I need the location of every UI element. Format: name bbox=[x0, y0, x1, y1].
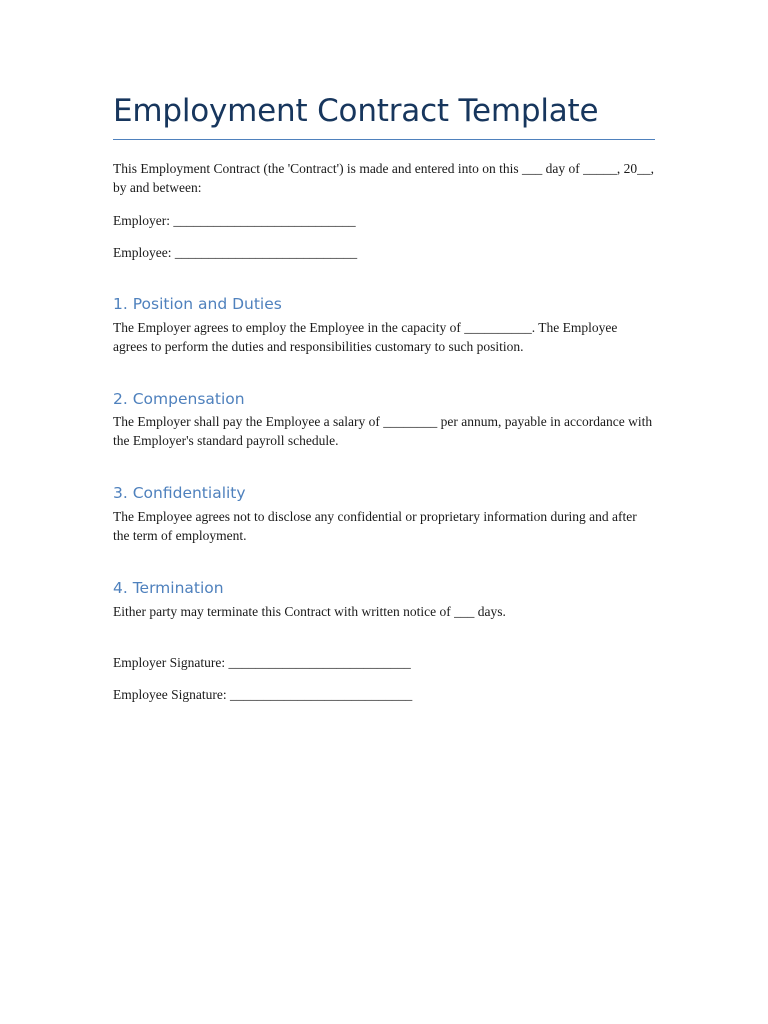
document-title: Employment Contract Template bbox=[113, 93, 599, 129]
employer-line: Employer: ___________________________ bbox=[113, 213, 356, 228]
section-body-confidentiality: The Employee agrees not to disclose any confidential or proprietary information during and after the term of employment. bbox=[113, 509, 637, 543]
section-heading-termination: 4. Termination bbox=[113, 579, 224, 597]
section-heading-compensation: 2. Compensation bbox=[113, 390, 245, 408]
intro-paragraph: This Employment Contract (the 'Contract') is made and entered into on this ___ day of _____, 20__, by and between: bbox=[113, 161, 655, 195]
employee-line: Employee: ___________________________ bbox=[113, 245, 358, 260]
section-body-compensation: The Employer shall pay the Employee a salary of ________ per annum, payable in accordance with the Employer's standard payroll schedule. bbox=[113, 414, 653, 448]
section-body-termination: Either party may terminate this Contract with written notice of ___ days. bbox=[113, 604, 506, 619]
section-heading-confidentiality: 3. Confidentiality bbox=[113, 484, 246, 502]
employer-signature-line: Employer Signature: ___________________________ bbox=[113, 655, 411, 670]
employee-signature-line: Employee Signature: ___________________________ bbox=[113, 687, 413, 702]
title-underline bbox=[113, 139, 655, 140]
section-body-position: The Employer agrees to employ the Employee in the capacity of __________. The Employee agrees to perform the duties and responsibilities customary to such position. bbox=[113, 320, 618, 354]
section-heading-position: 1. Position and Duties bbox=[113, 295, 282, 313]
